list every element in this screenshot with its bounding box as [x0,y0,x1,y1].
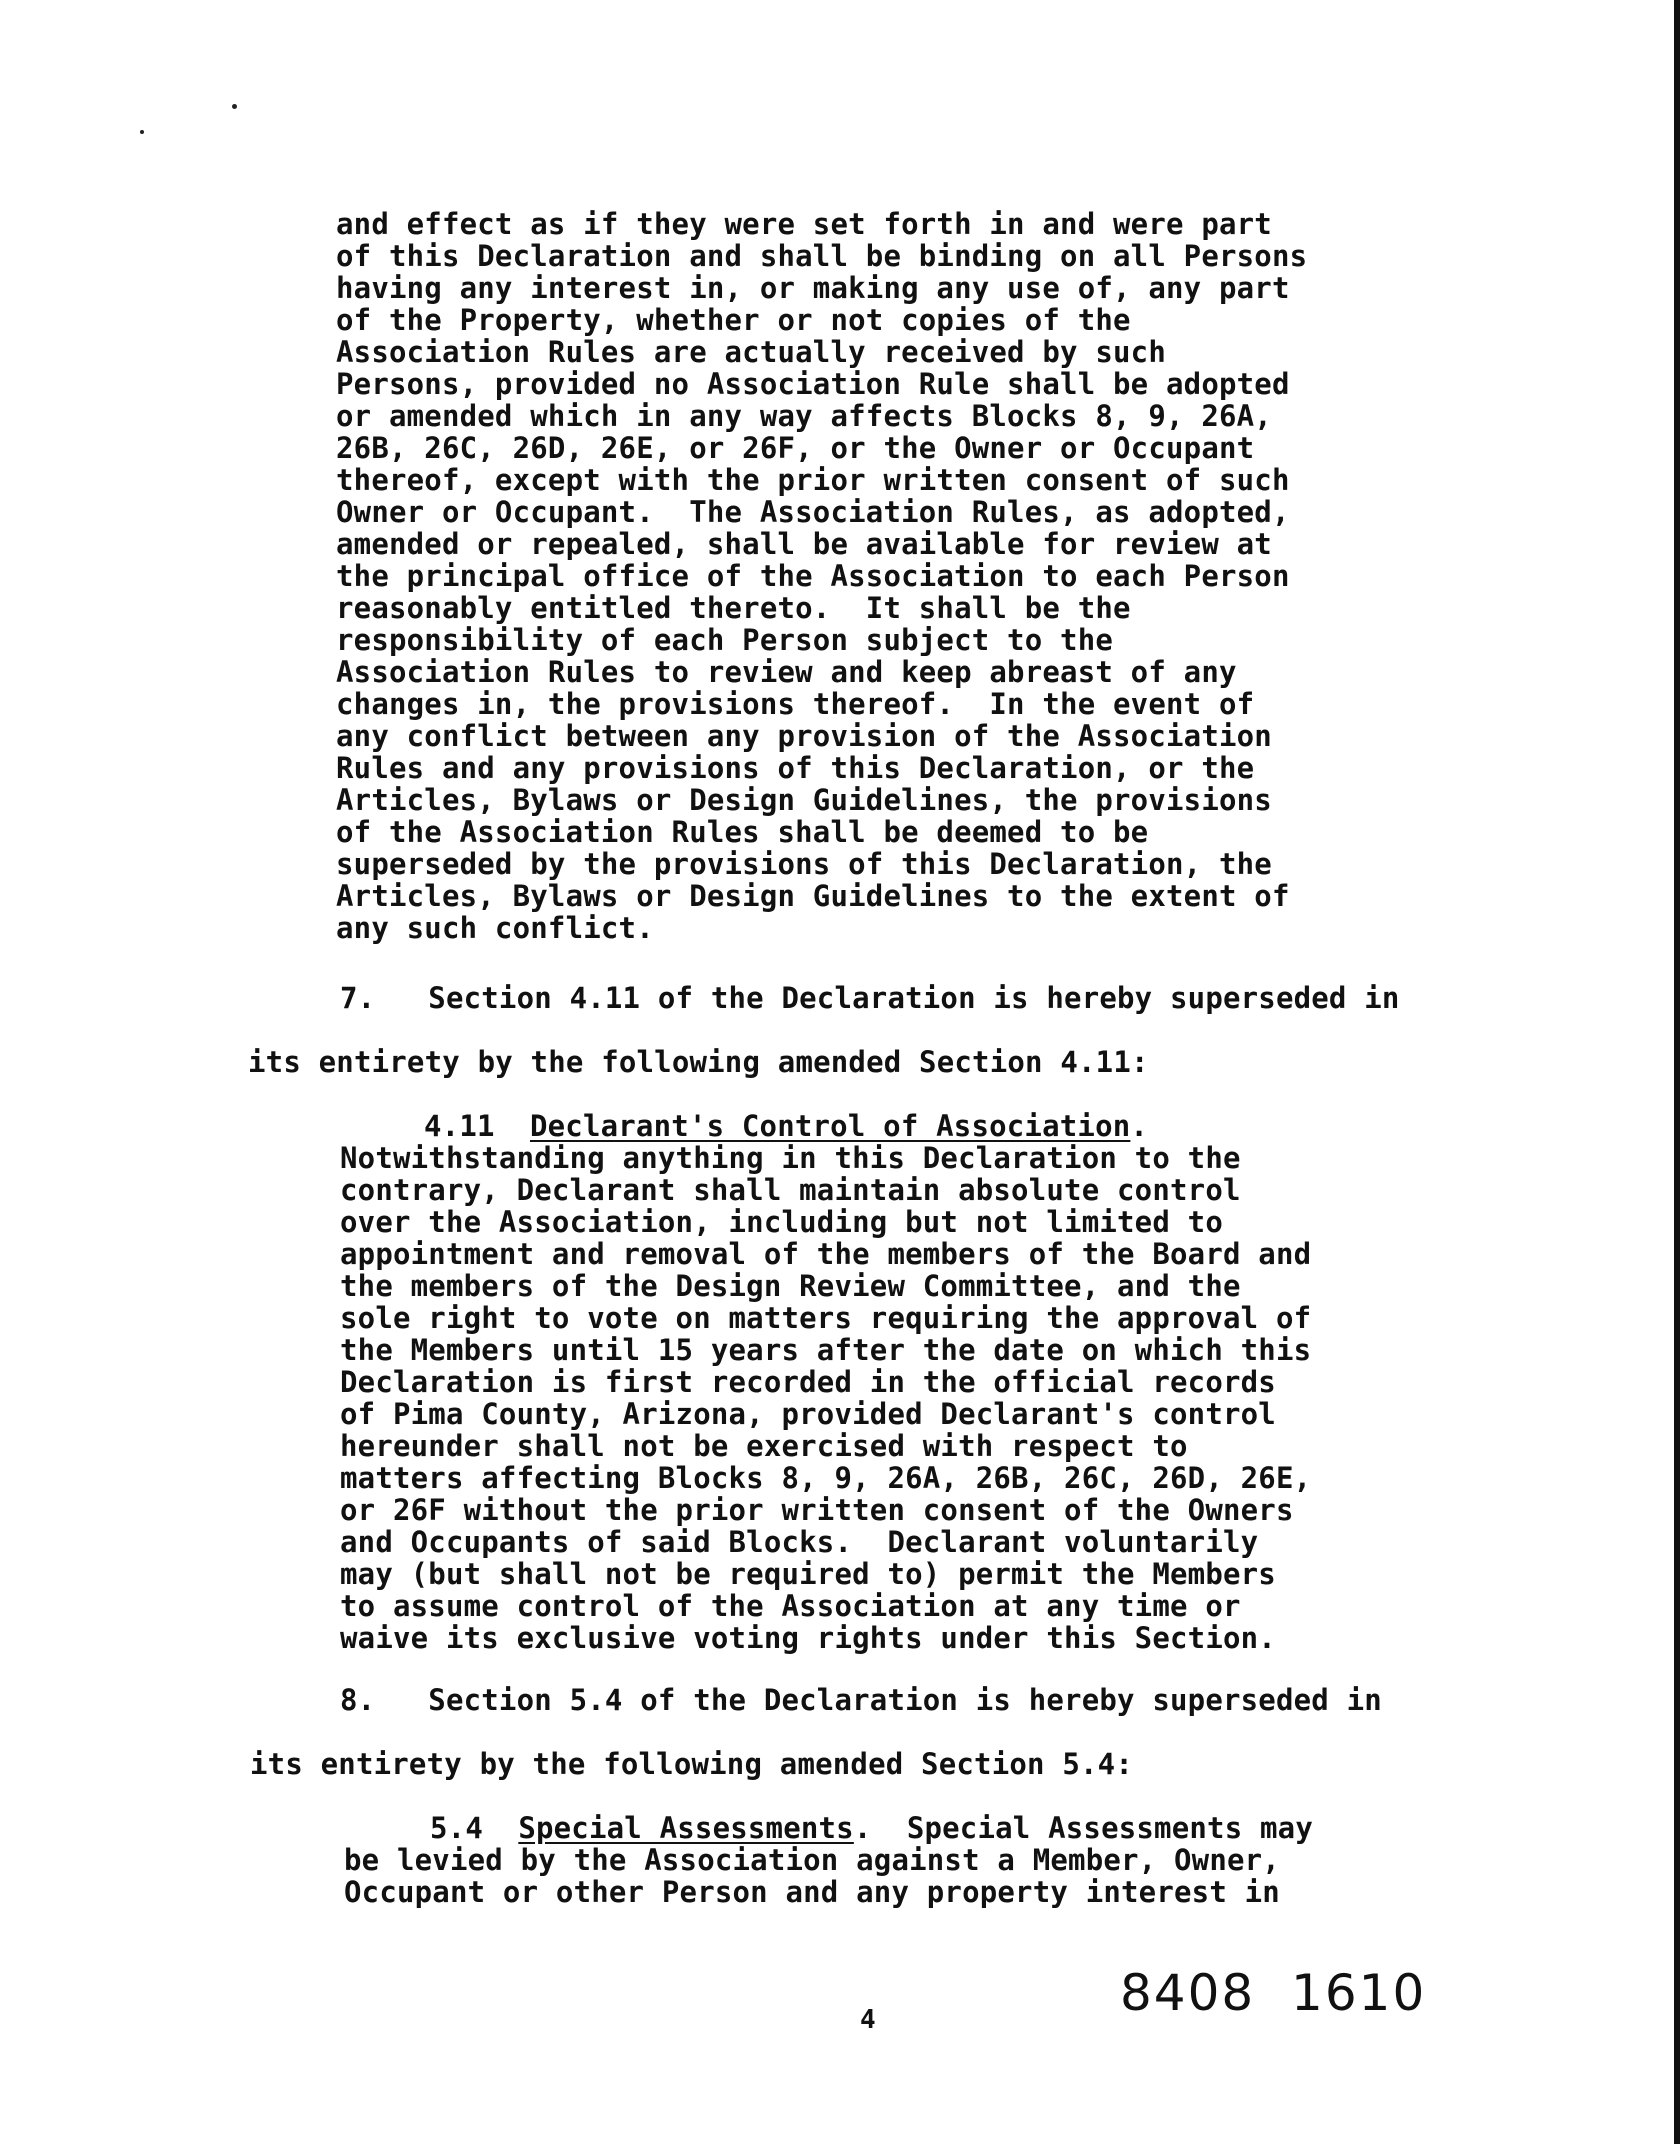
text-line: the Members until 15 years after the date on which this [340,1333,1312,1367]
text-line: matters affecting Blocks 8, 9, 26A, 26B, 26C, 26D, 26E, [340,1461,1312,1495]
section-4-11-title: Declarant's Control of Association [529,1109,1131,1143]
text-line: any conflict between any provision of the Association [336,719,1272,753]
text-line: contrary, Declarant shall maintain absolute control [340,1173,1241,1207]
text-line: responsibility of each Person subject to the [336,623,1114,657]
text-line: or amended which in any way affects Blocks 8, 9, 26A, [336,399,1272,433]
item-7-line-2: its entirety by the following amended Section 4.11: [248,1045,1149,1079]
text-line: of Pima County, Arizona, provided Declarant's control [340,1397,1276,1431]
document-number: 8408 1610 [1120,1964,1427,2022]
text-line: or 26F without the prior written consent of the Owners [340,1493,1294,1527]
text-line: sole right to vote on matters requiring the approval of [340,1301,1312,1335]
text-line: the members of the Design Review Committee, and the [340,1269,1241,1303]
text-line: thereof, except with the prior written consent of such [336,463,1290,497]
section-4-11-title-period: . [1130,1109,1149,1143]
text-line: waive its exclusive voting rights under this Section. [340,1621,1276,1655]
text-line: Rules and any provisions of this Declaration, or the [336,751,1255,785]
text-line: superseded by the provisions of this Declaration, the [336,847,1272,881]
section-5-4-heading-line [430,1812,1313,1844]
text-line: of this Declaration and shall be binding on all Persons [336,239,1308,273]
text-line: appointment and removal of the members of the Board and [340,1237,1312,1271]
section-4-11-body [340,1142,1311,1654]
section-5-4-number: 5.4 [430,1811,519,1845]
section-4-11-number: 4.11 [424,1109,530,1143]
text-line: 26B, 26C, 26D, 26E, or 26F, or the Owner or Occupant [336,431,1255,465]
item-7-line-1: 7. Section 4.11 of the Declaration is hereby superseded in [340,981,1400,1015]
text-line: and Occupants of said Blocks. Declarant voluntarily [340,1525,1259,1559]
text-line: be levied by the Association against a Member, Owner, [344,1843,1280,1877]
text-line: may (but shall not be required to) permit the Members [340,1557,1276,1591]
text-line: any such conflict. [336,911,654,945]
text-line: and effect as if they were set forth in and were part [336,207,1272,241]
text-line: having any interest in, or making any use of, any part [336,271,1290,305]
text-line: hereunder shall not be exercised with respect to [340,1429,1188,1463]
section-5-4-title: Special Assessments [518,1811,854,1845]
text-line: of the Property, whether or not copies of the [336,303,1131,337]
text-line: Owner or Occupant. The Association Rules, as adopted, [336,495,1290,529]
text-line: Notwithstanding anything in this Declaration to the [340,1141,1241,1175]
scan-speck [232,104,237,109]
page-number: 4 [860,2005,876,2035]
section-5-4-body [344,1844,1280,1908]
text-line: over the Association, including but not limited to [340,1205,1223,1239]
text-line: the principal office of the Association to each Person [336,559,1290,593]
text-line: Persons, provided no Association Rule shall be adopted [336,367,1290,401]
continuation-paragraph [336,208,1307,944]
text-line: Articles, Bylaws or Design Guidelines to the extent of [336,879,1290,913]
text-line: Association Rules are actually received by such [336,335,1166,369]
item-8-line-2: its entirety by the following amended Section 5.4: [250,1747,1133,1781]
text-line: reasonably entitled thereto. It shall be the [336,591,1131,625]
text-line: to assume control of the Association at any time or [340,1589,1241,1623]
text-line: Declaration is first recorded in the official records [340,1365,1276,1399]
text-line: Occupant or other Person and any property interest in [344,1875,1280,1909]
scan-edge [1674,0,1680,2144]
text-line: amended or repealed, shall be available for review at [336,527,1272,561]
text-line: Association Rules to review and keep abreast of any [336,655,1237,689]
text-line: changes in, the provisions thereof. In the event of [336,687,1255,721]
section-4-11-heading-line [424,1110,1148,1142]
text-line: Articles, Bylaws or Design Guidelines, the provisions [336,783,1272,817]
text-line: of the Association Rules shall be deemed to be [336,815,1149,849]
section-5-4-heading-rest: . Special Assessments may [853,1811,1313,1845]
scan-speck [140,130,144,134]
item-8-line-1: 8. Section 5.4 of the Declaration is hereby superseded in [340,1683,1382,1717]
